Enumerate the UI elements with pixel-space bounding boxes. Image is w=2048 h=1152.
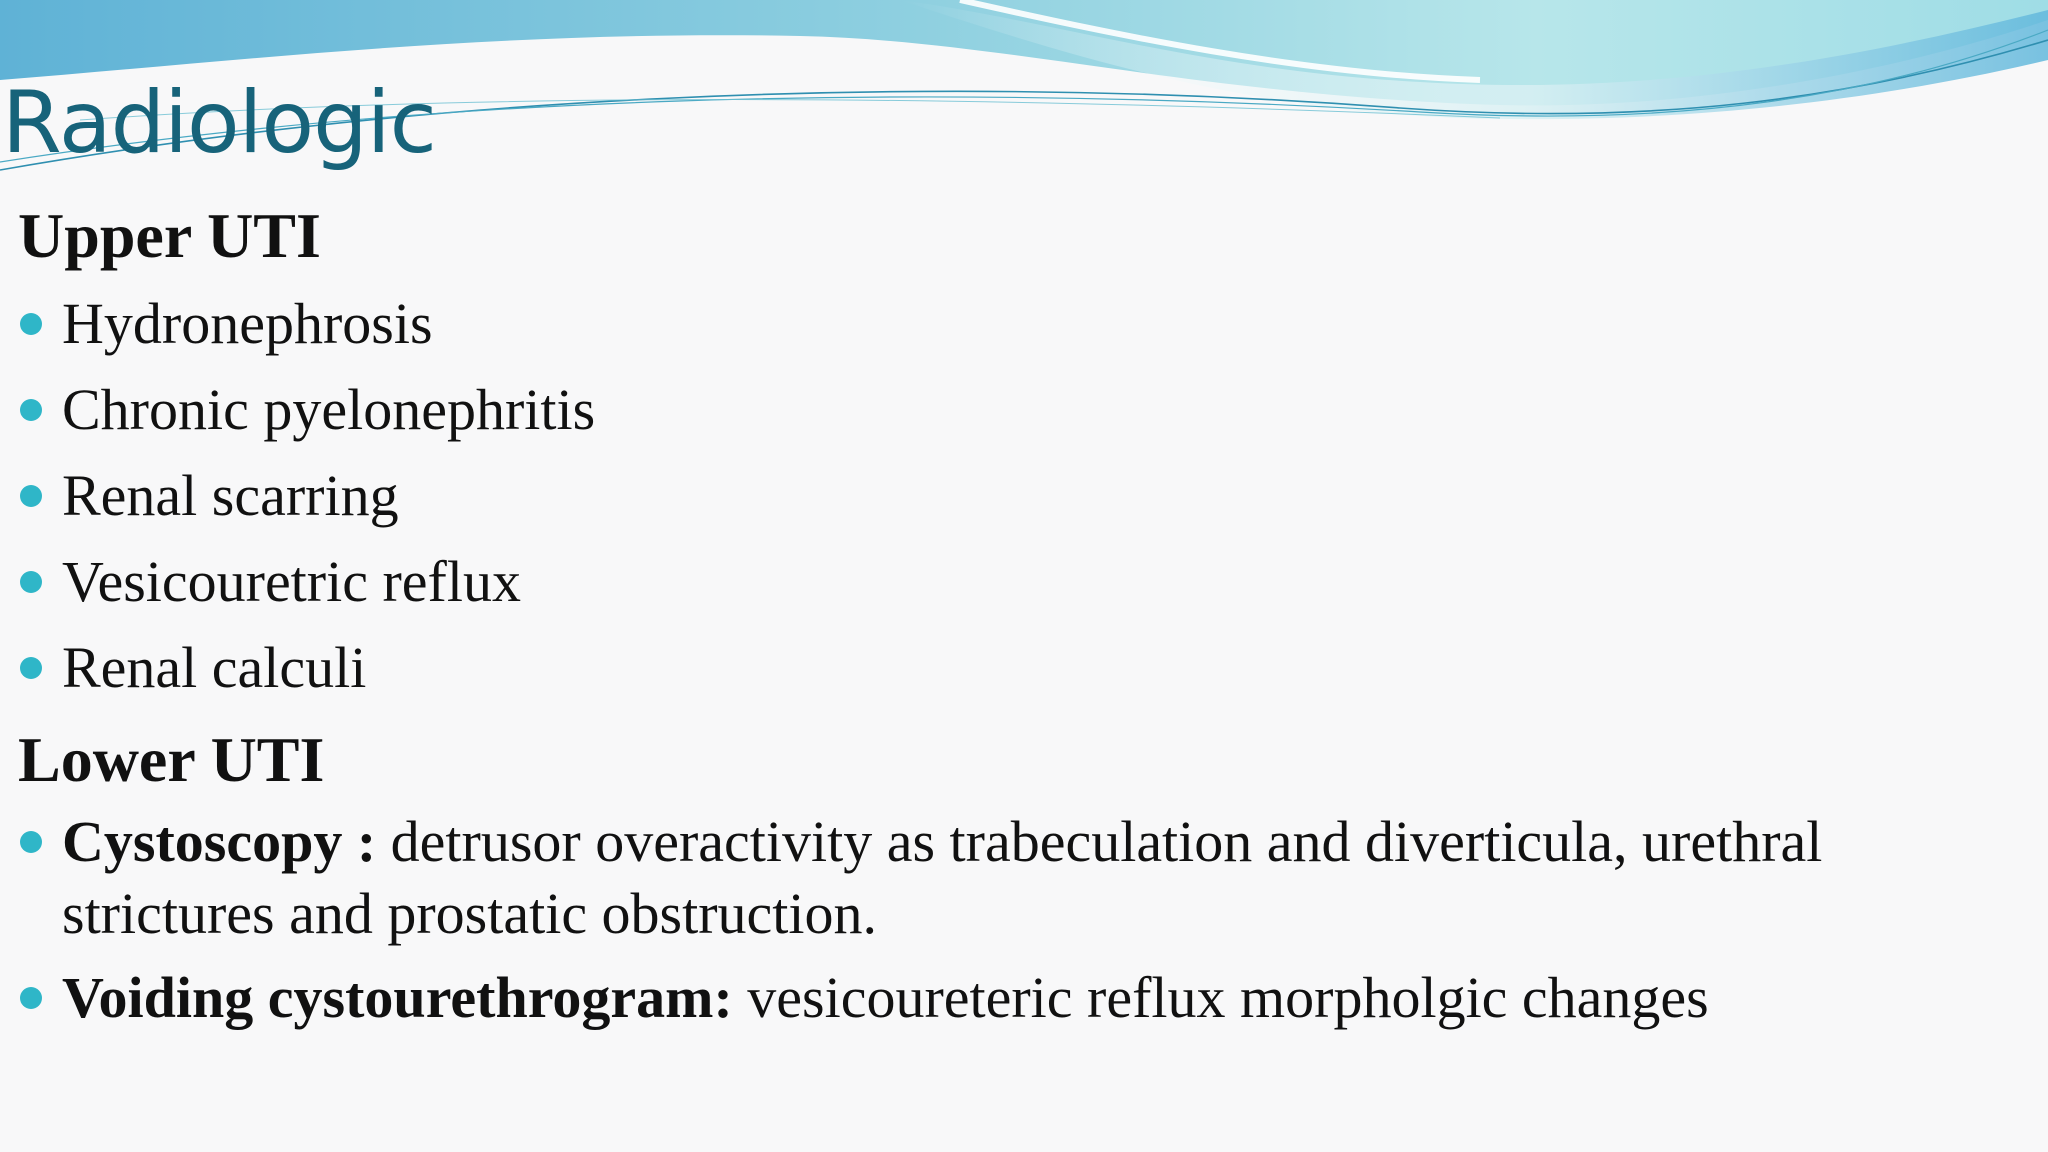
upper-uti-list [18,288,2028,704]
list-item [18,374,2028,446]
bullet-dot-icon [20,485,42,507]
slide-title: Radiologic [2,73,436,173]
list-item-text: Hydronephrosis [62,291,433,356]
bullet-dot-icon [20,831,42,853]
list-item [18,460,2028,532]
list-item [18,288,2028,360]
list-item [18,962,2028,1034]
bullet-dot-icon [20,313,42,335]
list-item-text: detrusor overactivity as trabeculation and diverticula, urethral strictures and prostatic obstruction. [62,809,1823,946]
bullet-dot-icon [20,571,42,593]
section-heading-upper-uti: Upper UTI [18,200,321,271]
bullet-dot-icon [20,399,42,421]
lower-uti-list [18,806,2028,1034]
list-item-text: vesicoureteric reflux morpholgic changes [732,965,1709,1030]
list-item-text: Renal calculi [62,635,367,700]
bullet-dot-icon [20,987,42,1009]
list-item-term: Cystoscopy : [62,809,377,874]
bullet-dot-icon [20,657,42,679]
list-item [18,546,2028,618]
list-item-text: Chronic pyelonephritis [62,377,596,442]
section-heading-lower-uti: Lower UTI [18,724,325,795]
list-item [18,806,2028,950]
slide-content [18,198,2028,1034]
list-item-text: Vesicouretric reflux [62,549,521,614]
list-item [18,632,2028,704]
list-item-text: Renal scarring [62,463,399,528]
list-item-term: Voiding cystourethrogram: [62,965,733,1030]
